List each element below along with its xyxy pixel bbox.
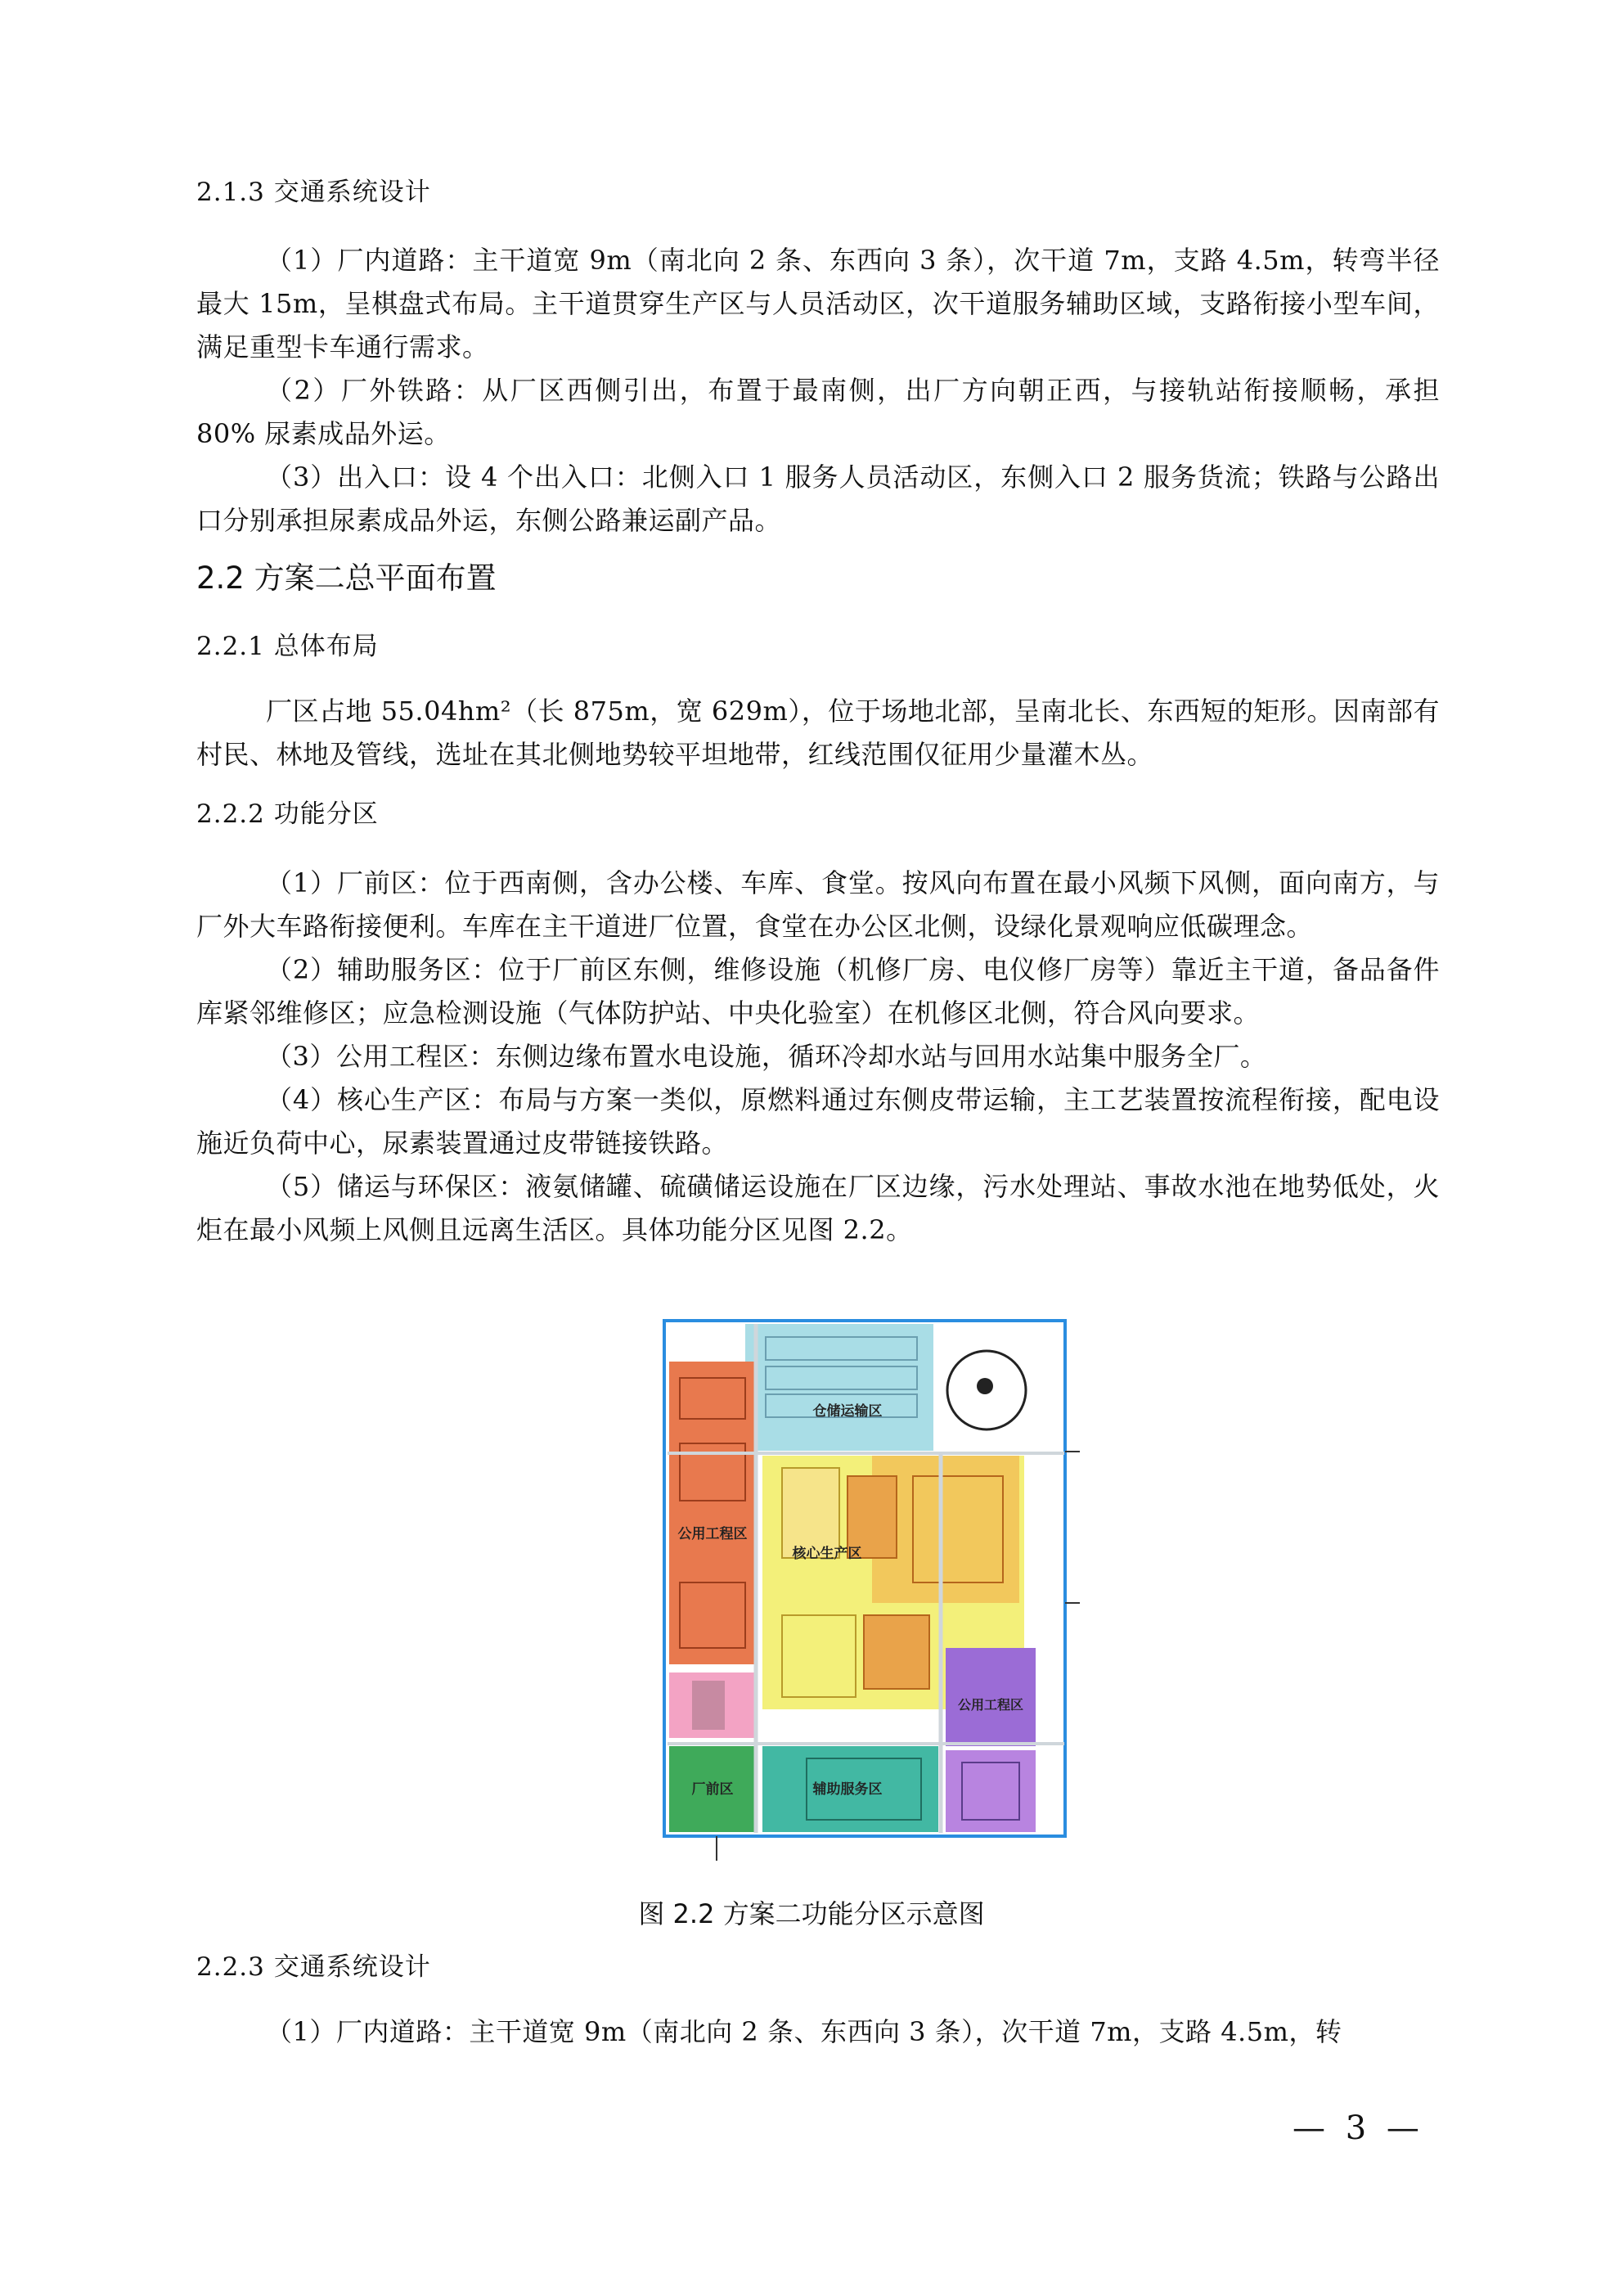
paragraph: （1）厂内道路：主干道宽 9m（南北向 2 条、东西向 3 条），次干道 7m，支路 4.5m，转弯半径最大 15m，呈棋盘式布局。主干道贯穿生产区与人员活动区，次干道服务辅助区域，支路衔接小型车间，满足重型卡车通行需求。 — [196, 245, 1440, 362]
page-number: — 3 — — [1293, 2109, 1424, 2147]
zone-label-utility-east: 公用工程区 — [957, 1699, 1024, 1713]
heading-2-2: 2.2 方案二总平面布置 — [196, 560, 497, 596]
paragraph: （5）储运与环保区：液氨储罐、硫磺储运设施在厂区边缘，污水处理站、事故水池在地势低处，火炬在最小风频上风侧且远离生活区。具体功能分区见图 2.2。 — [196, 1171, 1440, 1245]
zone-label-front: 厂前区 — [691, 1781, 734, 1797]
paragraph: （2）辅助服务区：位于厂前区东侧，维修设施（机修厂房、电仪修厂房等）靠近主干道，备品备件库紧邻维修区；应急检测设施（气体防护站、中央化验室）在机修区北侧，符合风向要求。 — [196, 954, 1440, 1029]
paragraph: （1）厂内道路：主干道宽 9m（南北向 2 条、东西向 3 条），次干道 7m，支路 4.5m，转 — [266, 2016, 1342, 2047]
paragraph: （2）厂外铁路：从厂区西侧引出，布置于最南侧，出厂方向朝正西，与接轨站衔接顺畅，承担 80% 尿素成品外运。 — [196, 375, 1440, 449]
paragraph: （1）厂前区：位于西南侧，含办公楼、车库、食堂。按风向布置在最小风频下风侧，面向南方，与厂外大车路衔接便利。车库在主干道进厂位置，食堂在办公区北侧，设绿化景观响应低碳理念。 — [196, 867, 1440, 942]
heading-2-2-3: 2.2.3 交通系统设计 — [196, 1952, 431, 1982]
zone-utility-east — [946, 1648, 1036, 1746]
paragraph: （3）出入口：设 4 个出入口：北侧入口 1 服务人员活动区，东侧入口 2 服务货流；铁路与公路出口分别承担尿素成品外运，东侧公路兼运副产品。 — [196, 461, 1440, 536]
figure-caption: 图 2.2 方案二功能分区示意图 — [638, 1898, 985, 1929]
zone-storage — [745, 1324, 933, 1451]
heading-2-2-1: 2.2.1 总体布局 — [196, 632, 379, 661]
zone-label-storage: 仓储运输区 — [812, 1403, 883, 1419]
section-2-2-3-body — [196, 2010, 1440, 2054]
section-2-2-1-body — [196, 690, 1440, 777]
heading-2-2-2: 2.2.2 功能分区 — [196, 799, 379, 829]
zone-label-core: 核心生产区 — [792, 1546, 862, 1561]
section-2-2-2-body — [196, 862, 1440, 1252]
site-plan-figure — [602, 1312, 1080, 1871]
paragraph: 厂区占地 55.04hm²（长 875m，宽 629m），位于场地北部，呈南北长、东西短的矩形。因南部有村民、林地及管线，选址在其北侧地势较平坦地带，红线范围仅征用少量灌木丛。 — [196, 696, 1440, 770]
paragraph: （4）核心生产区：布局与方案一类似，原燃料通过东侧皮带运输，主工艺装置按流程衔接，配电设施近负荷中心，尿素装置通过皮带链接铁路。 — [196, 1084, 1440, 1159]
section-2-1-3-body — [196, 239, 1440, 542]
zone-utility-west — [669, 1362, 755, 1664]
zone-label-utility-west: 公用工程区 — [677, 1526, 748, 1542]
zone-label-aux: 辅助服务区 — [812, 1781, 883, 1797]
paragraph: （3）公用工程区：东侧边缘布置水电设施，循环冷却水站与回用水站集中服务全厂。 — [266, 1041, 1267, 1072]
heading-2-1-3: 2.1.3 交通系统设计 — [196, 178, 431, 207]
